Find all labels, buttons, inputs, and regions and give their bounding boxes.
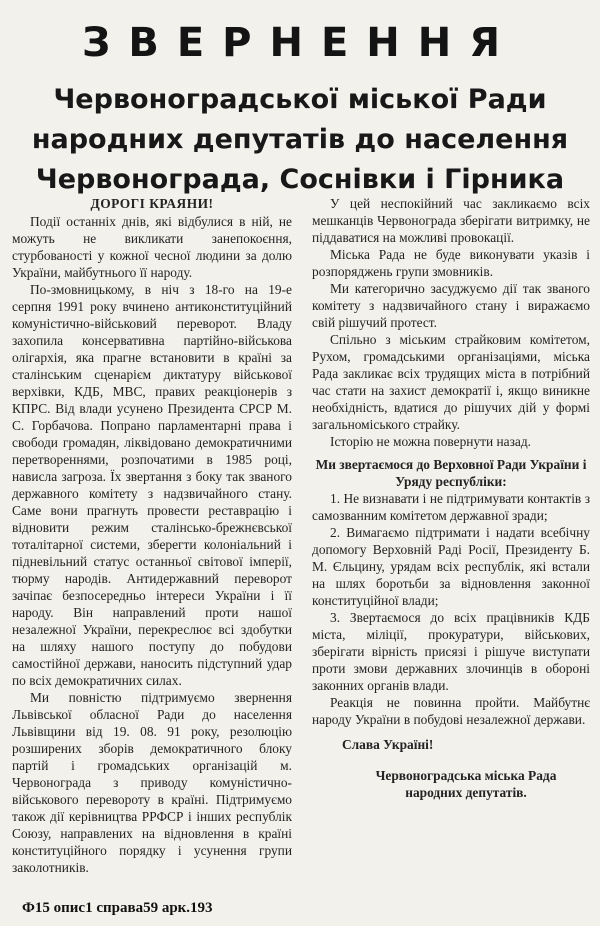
signature — [312, 767, 590, 801]
body-paragraph: Історію не можна повернути назад. — [330, 434, 532, 449]
body-paragraph: Події останніх днів, які відбулися в ній, не можуть не викликати занепокоєння, стурбованості у кожної чесної людини за долю України, майбутнього її народу. — [12, 214, 292, 280]
body-paragraph: Ми повністю підтримуємо звернення Львівської обласної Ради до населення Львівщини від 19. 08. 91 року, резолюцію розширених зборів демократичного блоку партій і громадських організацій м. Червонограда з приводу комуністично-військового перевороту в країні. Підтримуємо також дії керівництва РРФСР і інших республік Союзу, направлених на відновлення в країні конституційного порядку і усунення групи заколотників. — [12, 690, 292, 875]
appeal-item: 2. Вимагаємо підтримати і надати всебічну допомогу Верховній Раді Росії, Президенту Б. М. Єльцину, урядам всіх республік, які встали на шлях боротьби за відновлення законної конституційної влади; — [312, 525, 590, 608]
signature-line: народних депутатів. — [405, 785, 527, 800]
body-paragraph: По-змовницькому, в ніч з 18-го на 19-е серпня 1991 року вчинено антиконституційний комуністично-військовий переворот. Владу захопила консервативна партійно-військова олігархія, яка прагне встановити в країні за сталінським сценарієм диктатуру військової верхівки, КДБ, МВС, правих реакціонерів з КПРС. Від влади усунено Президента СРСР М. С. Горбачова. Попрано парламентарні права і свободи громадян, ліквідовано демократичними перетвореннями, розпочатими в 1985 році, нависла загроза. Їх звертання з боку так званого державного комітету з надзвичайного стану. Саме вони прагнуть провести реставрацію і відновити режим сталінсько-брежнєвської тоталітарної системи, зберегти колоніальний і підневільний статус останньої світової імперії, тюрму народів. Антидержавний переворот зачіпає безпосередньо інтереси України і її народу. Він направлений проти нашої незалежної України, перекреслює всі здобутки на шляху нашого поступу до побудови самостійної держави, наносить підступний удар по всіх демократичних силах. — [12, 282, 292, 688]
body-paragraph: Спільно з міським страйковим комітетом, Рухом, громадськими організаціями, міська Рада закликає всіх трудящих міста в потрібний час стати на захист демократії і, якщо виникне необхідність, вдатися до рішучих дій у формі загальноміського страйку. — [312, 332, 590, 432]
appeal-item: 1. Не визнавати і не підтримувати контактів з самозванним комітетом державної зради; — [312, 491, 590, 523]
right-column — [312, 195, 590, 801]
slava-line: Слава Україні! — [342, 737, 434, 752]
subtitle-line: народних депутатів до населення — [31, 124, 569, 155]
archive-reference: Ф15 опис1 справа59 арк.193 — [22, 900, 213, 916]
document-title: ЗВЕРНЕННЯ — [81, 20, 519, 66]
body-paragraph: Міська Рада не буде виконувати указів і розпоряджень групи змовників. — [312, 247, 590, 279]
body-paragraph: Ми категорично засуджуємо дії так званого комітету з надзвичайного стану і виражаємо свій рішучий протест. — [312, 281, 590, 330]
appeal-item: 3. Звертаємося до всіх працівників КДБ міста, міліції, прокуратури, військових, зберігати вірність присязі і рішуче виступати проти змови державних злочинців в обороні законних органів влади. — [312, 610, 590, 693]
closing-paragraph: Реакція не повинна пройти. Майбутнє народу України в побудові незалежної держави. — [312, 695, 590, 727]
greeting: ДОРОГІ КРАЯНИ! — [90, 196, 214, 211]
signature-line: Червоноградська міська Рада — [375, 768, 557, 783]
left-column — [12, 195, 292, 876]
subtitle-line: Червоноградської міської Ради — [53, 84, 547, 115]
body-paragraph: У цей неспокійний час закликаємо всіх мешканців Червонограда зберігати витримку, не піддаватися на можливі провокації. — [312, 196, 590, 245]
document-subtitle — [0, 80, 600, 200]
appeal-heading: Ми звертаємося до Верховної Ради України і Уряду республіки: — [315, 457, 587, 489]
subtitle-line: Червонограда, Соснівки і Гірника — [35, 164, 565, 195]
